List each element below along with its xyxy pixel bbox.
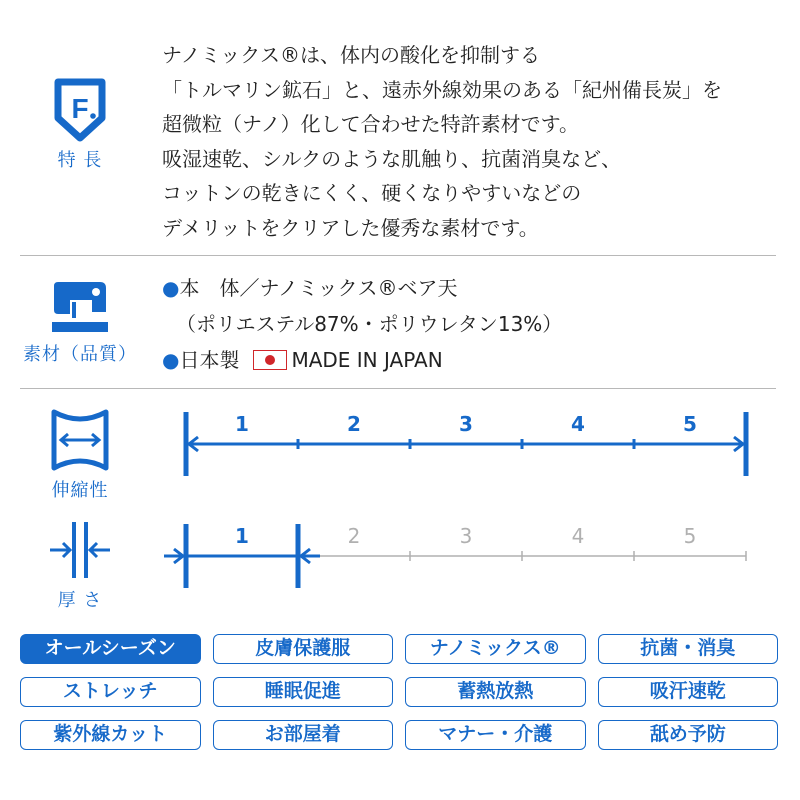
thickness-label: 厚 さ — [57, 590, 103, 611]
svg-text:F: F — [71, 93, 89, 124]
tag-badge: お部屋着 — [213, 720, 394, 750]
thickness-scale — [160, 520, 760, 590]
tag-badge: ストレッチ — [20, 677, 201, 707]
scale-number: 3 — [459, 412, 473, 436]
scale-number: 5 — [683, 412, 697, 436]
scale-number: 5 — [683, 524, 697, 548]
thickness-icon — [48, 520, 112, 580]
stretch-icon-column — [20, 408, 140, 502]
pocket-f-icon — [50, 78, 110, 142]
material-label: 素材（品質） — [23, 344, 137, 365]
stretch-icon — [48, 408, 112, 472]
scale-number: 2 — [347, 524, 361, 548]
origin-text: 日本製 — [179, 348, 240, 372]
divider — [20, 388, 776, 389]
thickness-icon-column — [20, 520, 140, 612]
tag-badge: 睡眠促進 — [213, 677, 394, 707]
tag-badge: 舐め予防 — [598, 720, 779, 750]
features-icon-column — [20, 78, 140, 172]
material-icon-column — [20, 278, 140, 366]
tag-badge: 吸汗速乾 — [598, 677, 779, 707]
features-description — [162, 38, 772, 245]
scale-number: 4 — [571, 524, 585, 548]
bullet-dot: ● — [162, 348, 180, 372]
tag-badge: 蓄熱放熱 — [405, 677, 586, 707]
tag-badge: マナー・介護 — [405, 720, 586, 750]
sewing-machine-icon — [48, 278, 112, 336]
stretch-scale — [160, 408, 760, 478]
scale-number: 2 — [347, 412, 361, 436]
tag-badge: 紫外線カット — [20, 720, 201, 750]
scale-number: 1 — [235, 412, 249, 436]
features-line: コットンの乾きにくく、硬くなりやすいなどの — [162, 181, 582, 205]
feature-tags — [20, 634, 778, 750]
material-origin-line — [162, 342, 772, 378]
bullet-dot: ● — [162, 276, 180, 300]
tag-badge: 抗菌・消臭 — [598, 634, 779, 664]
features-line: デメリットをクリアした優秀な素材です。 — [162, 215, 539, 240]
features-line: 超微粒（ナノ）化して合わせた特許素材です。 — [162, 112, 579, 136]
material-composition — [162, 306, 772, 342]
tag-badge: 皮膚保護服 — [213, 634, 394, 664]
composition-text: （ポリエステル87%・ポリウレタン13%） — [176, 312, 563, 336]
material-body-line — [162, 270, 772, 306]
made-in-text: MADE IN JAPAN — [291, 348, 443, 372]
scale-number: 3 — [459, 524, 473, 548]
material-body: 本 体／ナノミックス®ベア天 — [179, 276, 458, 300]
features-line: ナノミックス®は、体内の酸化を抑制する — [162, 43, 540, 67]
stretch-label: 伸縮性 — [51, 480, 109, 501]
divider — [20, 255, 776, 256]
features-label: 特 長 — [57, 150, 103, 171]
tag-badge: ナノミックス® — [405, 634, 586, 664]
tag-badge: オールシーズン — [20, 634, 201, 664]
material-details — [162, 270, 772, 378]
features-line: 吸湿速乾、シルクのような肌触り、抗菌消臭など、 — [162, 146, 622, 171]
japan-flag-icon — [253, 350, 287, 370]
scale-number: 4 — [571, 412, 585, 436]
scale-number: 1 — [235, 524, 249, 548]
features-line: 「トルマリン鉱石」と、遠赤外線効果のある「紀州備長炭」を — [162, 77, 722, 102]
